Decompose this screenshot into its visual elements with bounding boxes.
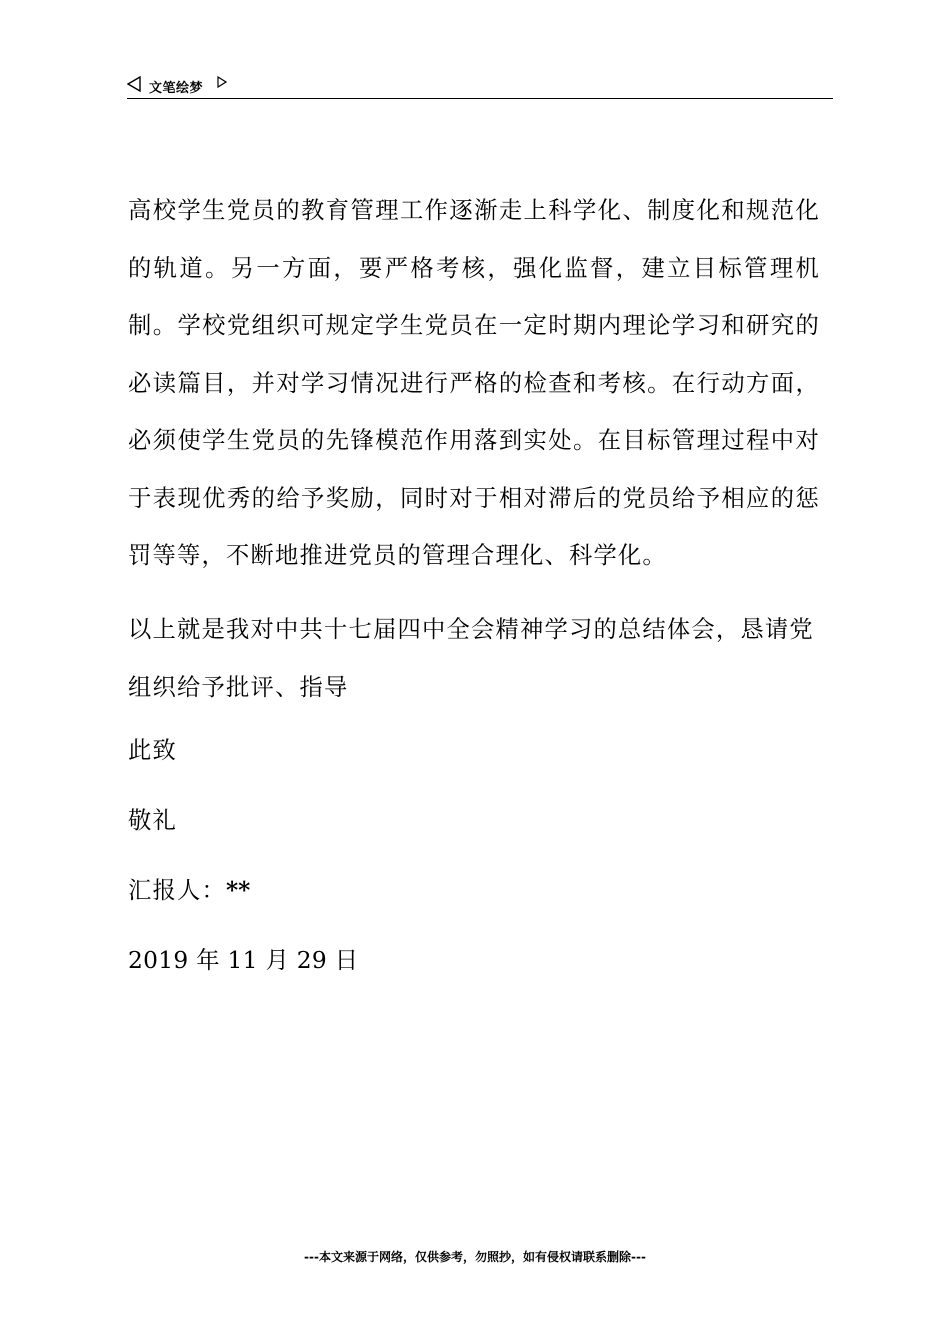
header-title: 文笔绘梦 xyxy=(149,81,204,96)
left-triangle-outline-icon xyxy=(127,76,141,92)
page-header xyxy=(127,72,833,99)
reporter-line xyxy=(128,871,250,905)
salutation-line-2: 敬礼 xyxy=(128,807,177,834)
page-footer: ---本文来源于网络，仅供参考，勿照抄，如有侵权请联系删除--- xyxy=(304,1250,646,1264)
salutation-line-1: 此致 xyxy=(128,737,177,764)
date-line: 2019 年 11 月 29 日 xyxy=(128,947,359,974)
right-triangle-outline-icon xyxy=(217,76,227,88)
reporter-label: 汇报人： xyxy=(128,877,226,904)
body-paragraph: 高校学生党员的教育管理工作逐渐走上科学化、制度化和规范化的轨道。另一方面，要严格考核，强化监督，建立目标管理机制。学校党组织可规定学生党员在一定时期内理论学习和研究的必读篇目，并对学习情况进行严格的检查和考核。在行动方面，必须使学生党员的先锋模范作用落到实处。在目标管理过程中对于表现优秀的给予奖励，同时对于相对滞后的党员给予相应的惩罚等等，不断地推进党员的管理合理化、科学化。 xyxy=(128,197,820,569)
closing-paragraph: 以上就是我对中共十七届四中全会精神学习的总结体会，恳请党组织给予批评、指导 xyxy=(128,616,814,701)
reporter-name: ** xyxy=(226,877,251,904)
